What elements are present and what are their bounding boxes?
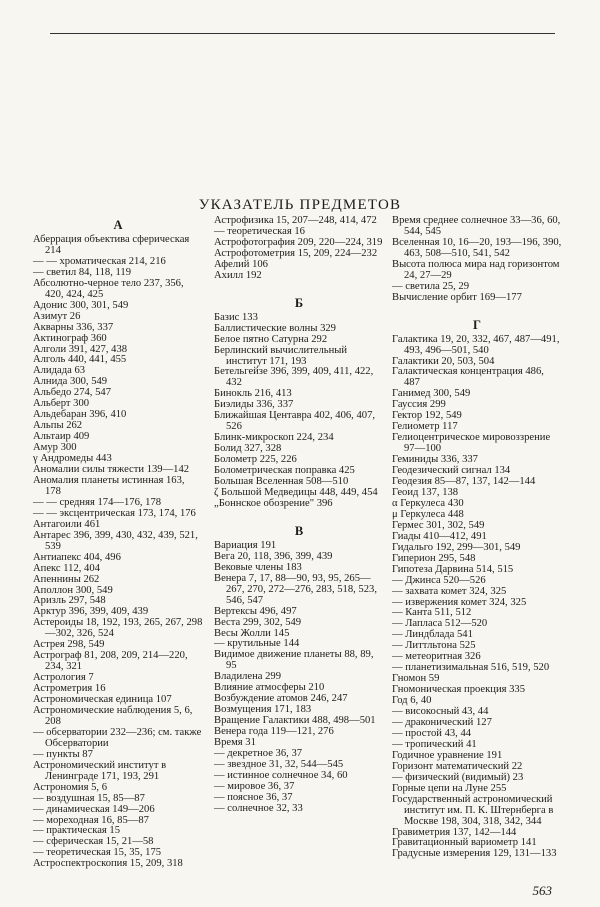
index-entry: — мировое 36, 37: [214, 780, 295, 792]
section-letter: А: [113, 218, 123, 232]
index-entry: Адонис 300, 301, 549: [33, 299, 129, 311]
index-entry: Блинк-микроскоп 224, 234: [214, 432, 334, 444]
index-entry: — практическая 15: [33, 825, 121, 837]
index-entry: Геминиды 336, 337: [392, 454, 478, 466]
index-entry: Астрономический институт в Ленинграде 171, 193, 291: [33, 759, 167, 782]
index-entry: Год 6, 40: [392, 695, 432, 707]
index-entry: — планетизимальная 516, 519, 520: [392, 662, 550, 674]
index-entry: — простой 43, 44: [392, 727, 472, 739]
index-entry: Антагоили 461: [33, 518, 101, 530]
index-entry: Аполлон 300, 549: [33, 584, 113, 596]
index-entry: — драконический 127: [392, 716, 492, 728]
index-entry: — — хроматическая 214, 216: [33, 255, 166, 267]
index-entry: Астероиды 18, 192, 193, 265, 267, 298—302, 326, 524: [33, 617, 203, 640]
index-entry: Гравиметрия 137, 142—144: [392, 826, 517, 838]
index-entry: Геоид 137, 138: [392, 486, 459, 498]
index-entry: Афелий 106: [214, 258, 268, 270]
index-entry: Аберрация объектива сферическая 214: [33, 234, 190, 256]
index-entry: Альтаир 409: [33, 431, 90, 443]
index-entry: Время среднее солнечное 33—36, 60, 544, 545: [392, 215, 561, 237]
index-entry: ζ Большой Медведицы 448, 449, 454: [214, 486, 378, 498]
index-entry: Галактики 20, 503, 504: [392, 355, 495, 367]
index-entry: Астрометрия 16: [33, 683, 106, 695]
index-entry: Вековые члены 183: [214, 561, 302, 573]
index-entry: — звездное 31, 32, 544—545: [214, 758, 344, 770]
index-entry: Венера года 119—121, 276: [214, 726, 334, 738]
index-entry: Альберт 300: [33, 398, 90, 410]
index-entry: Вселенная 10, 16—20, 193—196, 390, 463, 508—510, 541, 542: [392, 236, 562, 259]
index-entry: Возбуждение атомов 246, 247: [214, 693, 348, 705]
index-entry: Антиапекс 404, 496: [33, 551, 121, 563]
index-entry: Антарес 396, 399, 430, 432, 439, 521, 539: [33, 529, 198, 552]
index-entry: Астрофотография 209, 220—224, 319: [214, 236, 383, 248]
index-entry: Болид 327, 328: [214, 443, 282, 455]
index-entry: Астрология 7: [33, 672, 94, 684]
index-entry: Астрофотометрия 15, 209, 224—232: [214, 247, 378, 259]
index-entry: Влияние атмосферы 210: [214, 682, 325, 694]
index-entry: Большая Вселенная 508—510: [214, 476, 349, 488]
index-entry: Галактика 19, 20, 332, 467, 487—491, 493, 496—501, 540: [392, 333, 560, 356]
index-entry: Венера 7, 17, 88—90, 93, 95, 265—267, 270, 272—276, 283, 518, 523, 546, 547: [214, 572, 377, 606]
index-entry: — извержения комет 324, 325: [392, 596, 527, 608]
index-entry: Государственный астрономический институт им. П. К. Штернберга в Москве 198, 304, 318, 342, 344: [392, 793, 554, 827]
index-entry: Видимое движение планеты 88, 89, 95: [214, 649, 374, 672]
index-entry: Алголи 391, 427, 438: [33, 343, 128, 355]
index-entry: — воздушная 15, 85—87: [33, 792, 145, 804]
index-entry: Апеннины 262: [33, 573, 100, 585]
index-entry: Гравитационный вариометр 141: [392, 837, 537, 849]
index-column-2: [214, 216, 384, 815]
index-entry: Астроспектроскопия 15, 209, 318: [33, 858, 183, 870]
index-entry: Вращение Галактики 488, 498—501: [214, 715, 376, 727]
section-letter: Б: [294, 295, 304, 310]
index-entry: Геодезия 85—87, 137, 142—144: [392, 476, 536, 488]
index-entry: Астрея 298, 549: [33, 639, 105, 651]
index-entry: — Лапласа 512—520: [392, 618, 488, 630]
index-entry: Алнида 300, 549: [33, 376, 108, 388]
index-entry: Астрономическая единица 107: [33, 694, 172, 706]
index-entry: α Геркулеса 430: [392, 497, 464, 509]
index-entry: Бинокль 216, 413: [214, 388, 292, 400]
index-entry: Алидада 63: [33, 365, 86, 377]
index-entry: Аномалия планеты истинная 163, 178: [33, 474, 185, 497]
index-entry: Аномалии силы тяжести 139—142: [33, 464, 190, 476]
index-entry: Веста 299, 302, 549: [214, 616, 302, 628]
index-entry: — Канта 511, 512: [392, 607, 472, 619]
index-entry: — физический (видимый) 23: [392, 771, 524, 783]
index-entry: — динамическая 149—206: [33, 803, 155, 815]
index-entry: Базис 133: [214, 311, 258, 323]
index-entry: — светил 84, 118, 119: [33, 266, 132, 278]
index-entry: Градусные измерения 129, 131—133: [392, 848, 557, 860]
index-entry: Гермес 301, 302, 549: [392, 519, 485, 531]
index-entry: Гидальго 192, 299—301, 549: [392, 541, 521, 553]
index-entry: Абсолютно-черное тело 237, 356, 420, 424, 425: [33, 277, 184, 300]
index-entry: — метеоритная 326: [392, 651, 481, 663]
top-rule: [50, 33, 555, 34]
index-entry: Акварны 336, 337: [33, 321, 114, 333]
index-entry: Гномоническая проекция 335: [392, 684, 526, 696]
index-entry: — високосный 43, 44: [392, 706, 489, 718]
index-entry: Астрофизика 15, 207—248, 414, 472: [214, 215, 377, 226]
index-entry: — — эксцентрическая 173, 174, 176: [33, 507, 196, 519]
index-entry: Весы Жолли 145: [214, 627, 290, 639]
index-entry: Болометрическая поправка 425: [214, 465, 355, 477]
index-entry: — — средняя 174—176, 178: [33, 496, 162, 508]
index-entry: Ганимед 300, 549: [392, 388, 471, 400]
index-entry: Горизонт математический 22: [392, 760, 523, 772]
index-entry: Геодезический сигнал 134: [392, 465, 511, 477]
index-entry: Владилена 299: [214, 671, 282, 683]
index-entry: Ближайшая Центавра 402, 406, 407, 526: [214, 410, 376, 433]
index-entry: Берлинский вычислительный институт 171, 193: [214, 344, 348, 367]
index-entry: Ахилл 192: [214, 269, 262, 281]
index-entry: Астрономические наблюдения 5, 6, 208: [33, 704, 193, 727]
index-entry: „Боннское обозрение" 396: [214, 497, 333, 509]
index-entry: γ Андромеды 443: [33, 453, 112, 465]
index-entry: Бетельгейзе 396, 399, 409, 411, 422, 432: [214, 366, 374, 389]
page-title: УКАЗАТЕЛЬ ПРЕДМЕТОВ: [198, 197, 402, 214]
index-entry: — обсерватории 232—236; см. также Обсерватории: [33, 726, 202, 749]
section-letter: Г: [473, 317, 481, 332]
index-entry: Биэлиды 336, 337: [214, 399, 294, 411]
index-entry: — тропический 41: [392, 738, 477, 750]
index-entry: Арктур 396, 399, 409, 439: [33, 606, 149, 618]
index-entry: Время 31: [214, 737, 256, 749]
index-entry: Гелиоцентрическое мировоззрение 97—100: [392, 432, 551, 455]
index-entry: Гиады 410—412, 491: [392, 530, 487, 542]
index-entry: Альбедо 274, 547: [33, 387, 111, 399]
index-entry: Алголь 440, 441, 455: [33, 354, 127, 366]
index-entry: Баллистические волны 329: [214, 322, 336, 334]
index-entry: Горные цепи на Луне 255: [392, 782, 507, 794]
index-entry: Амур 300: [33, 442, 77, 454]
index-entry: Гелиометр 117: [392, 421, 458, 433]
index-entry: Болометр 225, 226: [214, 454, 297, 466]
index-entry: — поясное 36, 37: [214, 791, 293, 803]
index-entry: Альдебаран 396, 410: [33, 409, 127, 421]
index-entry: — мореходная 16, 85—87: [33, 814, 149, 826]
index-entry: Гиперион 295, 548: [392, 552, 476, 564]
index-entry: Альпы 262: [33, 420, 83, 432]
index-entry: Аризль 297, 548: [33, 595, 106, 607]
index-entry: μ Геркулеса 448: [392, 508, 464, 520]
index-entry: — захвата комет 324, 325: [392, 585, 507, 597]
index-entry: Высота полюса мира над горизонтом 24, 27—29: [392, 258, 560, 281]
index-entry: Астрономия 5, 6: [33, 781, 107, 793]
index-entry: Астрограф 81, 208, 209, 214—220, 234, 321: [33, 650, 188, 673]
index-column-1: [33, 216, 203, 870]
index-entry: Апекс 112, 404: [33, 562, 100, 574]
index-entry: — теоретическая 16: [214, 225, 305, 237]
index-entry: Азимут 26: [33, 310, 81, 322]
index-entry: — сферическая 15, 21—58: [33, 836, 154, 848]
index-entry: Вычисление орбит 169—177: [392, 291, 522, 303]
index-entry: — крутильные 144: [214, 638, 300, 650]
index-entry: — пункты 87: [33, 748, 93, 760]
index-entry: — теоретическая 15, 35, 175: [33, 847, 162, 859]
index-entry: Гектор 192, 549: [392, 410, 462, 422]
index-entry: Вариация 191: [214, 539, 277, 551]
index-entry: Гипотеза Дарвина 514, 515: [392, 563, 514, 575]
index-entry: — Линдблада 541: [392, 629, 473, 641]
index-entry: Галактическая концентрация 486, 487: [392, 366, 544, 389]
index-entry: Годичное уравнение 191: [392, 749, 503, 761]
index-entry: Актинограф 360: [33, 332, 107, 344]
index-entry: — Джинса 520—526: [392, 574, 486, 586]
index-entry: — солнечное 32, 33: [214, 802, 303, 814]
index-entry: Возмущения 171, 183: [214, 704, 312, 716]
index-column-3: [392, 216, 562, 860]
index-entry: — светила 25, 29: [392, 280, 470, 292]
index-entry: — Литтльтона 525: [392, 640, 476, 652]
index-entry: Гномон 59: [392, 673, 440, 685]
index-entry: Белое пятно Сатурна 292: [214, 333, 328, 345]
index-entry: Гауссия 299: [392, 399, 446, 411]
section-letter: В: [294, 523, 304, 538]
index-entry: — истинное солнечное 34, 60: [214, 769, 348, 781]
index-entry: — декретное 36, 37: [214, 747, 303, 759]
index-entry: Вега 20, 118, 396, 399, 439: [214, 550, 333, 562]
index-entry: Вертексы 496, 497: [214, 605, 297, 617]
page-number: 563: [532, 883, 552, 898]
